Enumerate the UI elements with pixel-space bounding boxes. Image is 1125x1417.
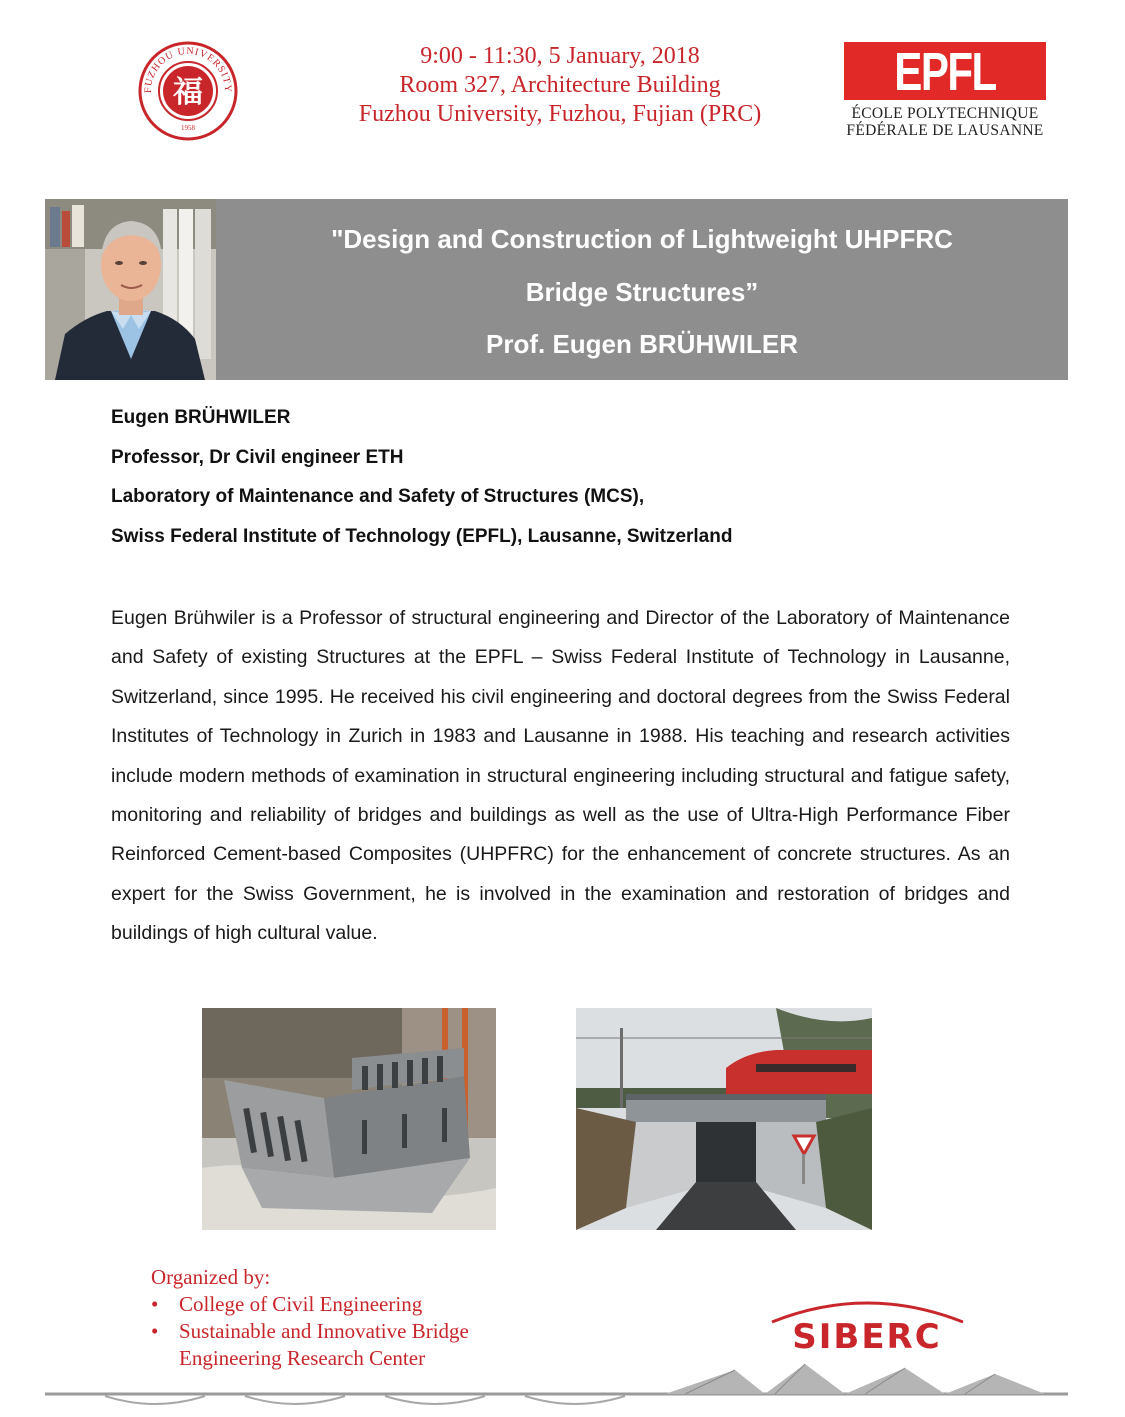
event-place: Fuzhou University, Fuzhou, Fujian (PRC) — [358, 101, 762, 127]
organizer-item — [151, 1291, 469, 1318]
fuzhou-university-seal-icon — [137, 40, 239, 142]
epfl-logo-line1: ÉCOLE POLYTECHNIQUE — [851, 105, 1039, 122]
siberc-logo — [760, 1288, 975, 1360]
speaker-portrait-image — [45, 199, 216, 380]
seal-year: 1958 — [181, 124, 195, 132]
organizer-line: Engineering Research Center — [179, 1346, 426, 1370]
footer-bridge-strip — [45, 1360, 1068, 1412]
speaker-bio: Eugen Brühwiler is a Professor of structural engineering and Director of the Laboratory of Maintenance and Safety of existing Structures at the EPFL – Swiss Federal Institute of Technology in Lausanne, Switzerland, since 1995. He received his civil engineering and doctoral degrees from the Swiss Federal Institutes of Technology in Zurich in 1983 and Lausanne in 1988. His teaching and research activities include modern methods of examination in structural engineering including structural and fatigue safety, monitoring and reliability of bridges and buildings as well as the use of Ultra-High Performance Fiber Reinforced Cement-based Composites (UHPFRC) for the enhancement of concrete structures. As an expert for the Swiss Government, he is involved in the examination and restoration of bridges and buildings of high cultural value. — [111, 607, 1010, 945]
bridge-photo — [576, 1008, 872, 1230]
bullet: • — [151, 1292, 159, 1316]
bullet: • — [151, 1319, 159, 1343]
uhpfrc-element-image — [202, 1008, 496, 1230]
speaker-institute: Swiss Federal Institute of Technology (EPFL), Lausanne, Switzerland — [111, 525, 733, 547]
siberc-logo-icon — [760, 1288, 975, 1360]
epfl-logo — [844, 42, 1046, 142]
speaker-laboratory: Laboratory of Maintenance and Safety of Structures (MCS), — [111, 486, 645, 507]
fuzhou-university-logo — [137, 40, 239, 142]
talk-title-line2: Bridge Structures” — [525, 277, 759, 307]
event-room: Room 327, Architecture Building — [399, 72, 721, 98]
railway-underpass-image — [576, 1008, 872, 1230]
uhpfrc-panel-photo — [202, 1008, 496, 1230]
event-info — [300, 42, 820, 129]
epfl-logo-mark: EPFL — [894, 42, 996, 102]
organized-by — [151, 1264, 469, 1372]
siberc-logo-text: SIBERC — [792, 1317, 942, 1357]
speaker-portrait — [45, 199, 216, 380]
seal-center-char: 福 — [173, 75, 203, 110]
title-banner — [45, 199, 1068, 380]
speaker-position: Professor, Dr Civil engineer ETH — [111, 446, 404, 468]
speaker-name: Eugen BRÜHWILER — [111, 407, 291, 428]
organizer-line: College of Civil Engineering — [179, 1292, 423, 1316]
speaker-name-banner: Prof. Eugen BRÜHWILER — [486, 329, 798, 359]
organizer-line: Sustainable and Innovative Bridge — [179, 1319, 469, 1343]
speaker-details — [111, 398, 1011, 556]
event-time: 9:00 - 11:30, 5 January, 2018 — [420, 43, 700, 69]
seal-outer-text: FUZHOU UNIVERSITY — [142, 45, 234, 94]
organized-by-heading: Organized by: — [151, 1265, 271, 1289]
epfl-logo-line2: FÉDÉRALE DE LAUSANNE — [846, 122, 1044, 139]
bridge-silhouette-icon — [45, 1360, 1068, 1412]
talk-title-line1: "Design and Construction of Lightweight UHPFRC — [331, 224, 953, 254]
